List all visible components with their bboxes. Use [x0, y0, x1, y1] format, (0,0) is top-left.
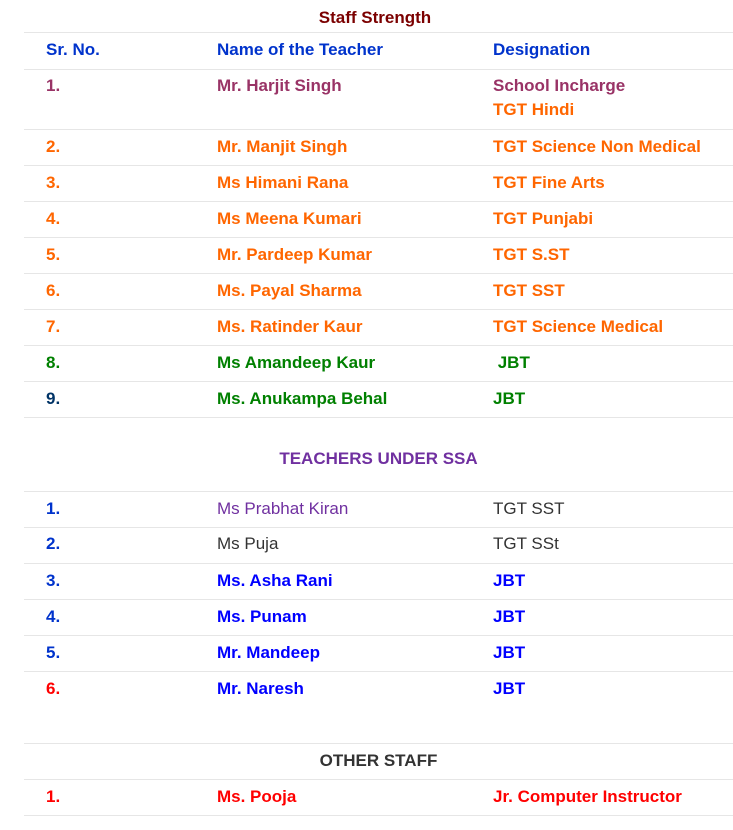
row-sr: 7.: [46, 317, 61, 336]
row-name: Ms Himani Rana: [217, 173, 349, 192]
row-sr: 1.: [46, 76, 61, 95]
row-designation: JBT: [493, 353, 530, 372]
row-designation: School Incharge: [493, 76, 626, 95]
header-name: Name of the Teacher: [217, 40, 383, 59]
row-name: Ms. Punam: [217, 607, 307, 626]
row-sr: 2.: [46, 534, 61, 553]
row-designation: JBT: [493, 679, 526, 698]
row-name: Ms. Ratinder Kaur: [217, 317, 363, 336]
row-sr: 5.: [46, 643, 61, 662]
row-designation: TGT SST: [493, 499, 565, 518]
table-row: [24, 237, 733, 274]
row-designation: JBT: [493, 389, 526, 408]
row-designation: JBT: [493, 571, 526, 590]
row-sr: 4.: [46, 607, 61, 626]
row-designation: JBT: [493, 643, 526, 662]
row-name: Ms Puja: [217, 534, 279, 553]
row-name: Ms Prabhat Kiran: [217, 499, 349, 518]
row-name: Ms Amandeep Kaur: [217, 353, 376, 372]
table-row: [24, 129, 733, 166]
row-designation: TGT Science Non Medical: [493, 137, 701, 156]
table-row: [24, 635, 733, 672]
table-row: [24, 599, 733, 636]
row-name: Ms. Asha Rani: [217, 571, 333, 590]
row-sr: 6.: [46, 281, 61, 300]
row-sr: 1.: [46, 787, 61, 806]
table-row: [24, 165, 733, 202]
divider: [24, 743, 733, 744]
table-header: [24, 32, 733, 70]
table-row: [24, 381, 733, 418]
row-sr: 8.: [46, 353, 61, 372]
table-row: [24, 273, 733, 310]
row-name: Mr. Mandeep: [217, 643, 320, 662]
table-row: [24, 563, 733, 600]
row-designation: TGT Punjabi: [493, 209, 594, 228]
header-designation: Designation: [493, 40, 591, 59]
row-sr: 6.: [46, 679, 61, 698]
row-designation: TGT SSt: [493, 534, 559, 553]
row-designation-2: TGT Hindi: [493, 100, 575, 119]
row-name: Mr. Naresh: [217, 679, 304, 698]
row-sr: 2.: [46, 137, 61, 156]
row-name: Ms Meena Kumari: [217, 209, 362, 228]
row-name: Mr. Manjit Singh: [217, 137, 348, 156]
page-title: Staff Strength: [318, 8, 432, 27]
table-row: [24, 68, 733, 130]
row-sr: 9.: [46, 389, 61, 408]
table-row: [24, 671, 733, 707]
row-sr: 4.: [46, 209, 61, 228]
row-name: Ms. Pooja: [217, 787, 297, 806]
row-designation: JBT: [493, 607, 526, 626]
row-designation: TGT S.ST: [493, 245, 570, 264]
row-designation: TGT Fine Arts: [493, 173, 605, 192]
row-sr: 3.: [46, 571, 61, 590]
table-row: [24, 491, 733, 528]
table-row: [24, 345, 733, 382]
table-row: [24, 779, 733, 816]
section-title-other: OTHER STAFF: [319, 751, 438, 770]
header-sr: Sr. No.: [46, 40, 100, 59]
row-name: Ms. Payal Sharma: [217, 281, 362, 300]
section-title-ssa: TEACHERS UNDER SSA: [279, 449, 478, 468]
row-sr: 1.: [46, 499, 61, 518]
table-row: [24, 201, 733, 238]
table-row: [24, 527, 733, 564]
row-designation: TGT SST: [493, 281, 565, 300]
row-name: Mr. Pardeep Kumar: [217, 245, 372, 264]
row-sr: 5.: [46, 245, 61, 264]
table-row: [24, 309, 733, 346]
row-name: Mr. Harjit Singh: [217, 76, 342, 95]
row-designation: Jr. Computer Instructor: [493, 787, 682, 806]
row-designation: TGT Science Medical: [493, 317, 664, 336]
row-name: Ms. Anukampa Behal: [217, 389, 388, 408]
row-sr: 3.: [46, 173, 61, 192]
